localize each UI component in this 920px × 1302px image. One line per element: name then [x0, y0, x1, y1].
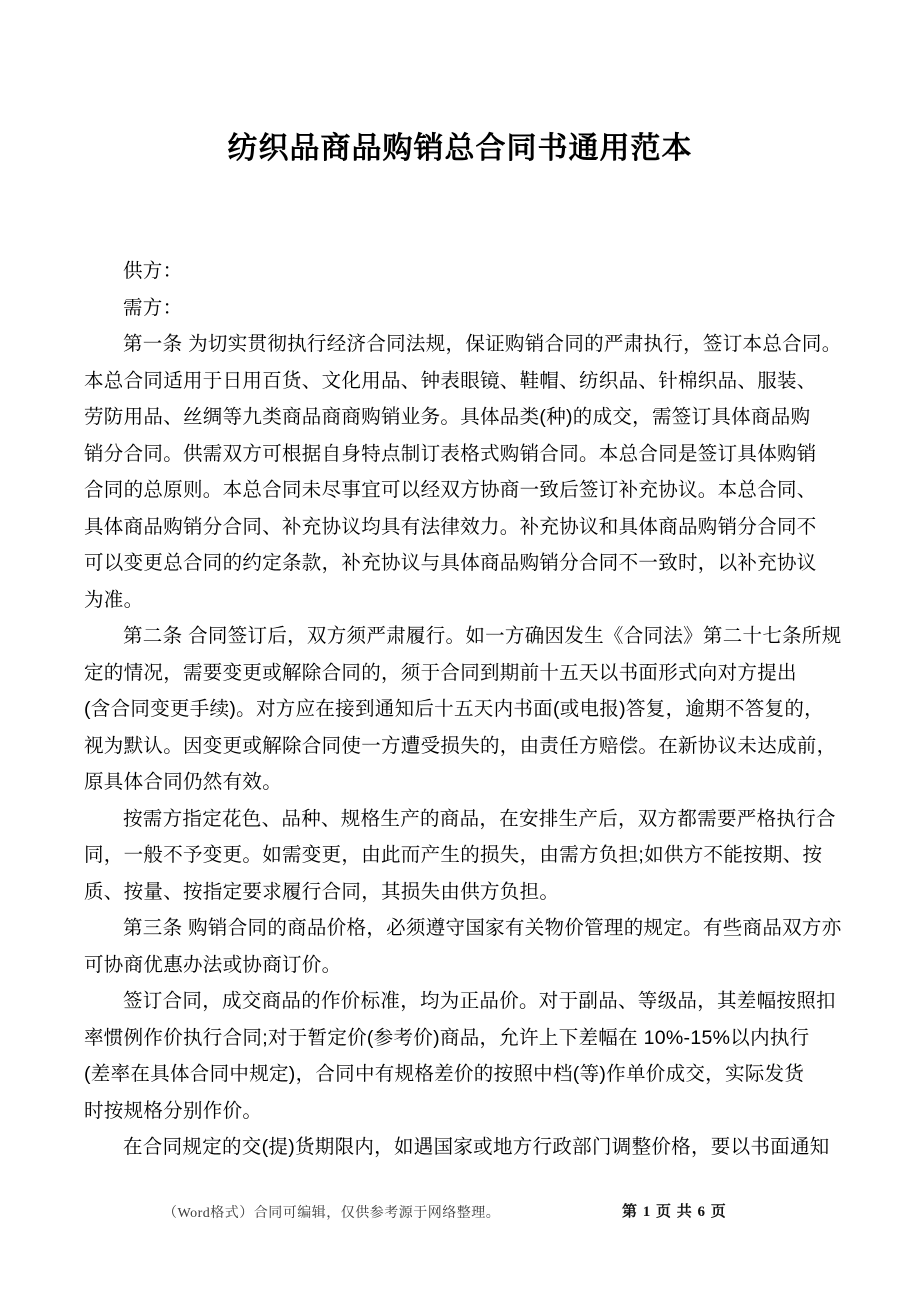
article-1-line: 具体商品购销分合同、补充协议均具有法律效力。补充协议和具体商品购销分合同不 — [84, 515, 817, 538]
footer-page-indicator: 第 1 页 共 6 页 — [622, 1204, 727, 1220]
document-title: 纺织品商品购销总合同书通用范本 — [227, 132, 693, 166]
article-2-line: 定的情况，需要变更或解除合同的，须于合同到期前十五天以书面形式向对方提出 — [84, 661, 797, 684]
article-1-line: 销分合同。供需双方可根据自身特点制订表格式购销合同。本总合同是签订具体购销 — [84, 442, 817, 465]
article-3-line: 可协商优惠办法或协商订价。 — [84, 953, 342, 976]
article-1-line: 本总合同适用于日用百货、文化用品、钟表眼镜、鞋帽、纺织品、针棉织品、服装、 — [84, 369, 817, 392]
article-2-line: (含合同变更手续)。对方应在接到通知后十五天内书面(或电报)答复，逾期不答复的， — [84, 698, 824, 720]
article-3-line: 第三条 购销合同的商品价格，必须遵守国家有关物价管理的规定。有些商品双方亦 — [123, 917, 842, 939]
party-supplier-line: 供方： — [123, 260, 183, 282]
article-1-line: 劳防用品、丝绸等九类商品商商购销业务。具体品类(种)的成交，需签订具体商品购 — [84, 406, 811, 428]
article-3-sub-line: 时按规格分别作价。 — [84, 1099, 263, 1122]
footer-note: （Word格式）合同可编辑，仅供参考源于网络整理。 — [163, 1206, 501, 1221]
article-3-sub2-line: 在合同规定的交(提)货期限内，如遇国家或地方行政部门调整价格，要以书面通知 — [123, 1136, 830, 1158]
article-2-line: 原具体合同仍然有效。 — [84, 771, 283, 793]
article-2-line: 视为默认。因变更或解除合同使一方遭受损失的，由责任方赔偿。在新协议未达成前， — [84, 734, 837, 757]
article-3-sub-line: (差率在具体合同中规定)，合同中有规格差价的按照中档(等)作单价成交，实际发货 — [84, 1063, 805, 1085]
article-1-line: 为准。 — [84, 588, 144, 611]
article-2-sub-line: 同，一般不予变更。如需变更，由此而产生的损失，由需方负担;如供方不能按期、按 — [84, 844, 823, 866]
article-3-sub-line: 签订合同，成交商品的作价标准，均为正品价。对于副品、等级品，其差幅按照扣 — [123, 990, 836, 1012]
article-2-sub-line: 按需方指定花色、品种、规格生产的商品，在安排生产后，双方都需要严格执行合 — [123, 807, 836, 830]
article-1-line: 第一条 为切实贯彻执行经济合同法规，保证购销合同的严肃执行，签订本总合同。 — [123, 333, 842, 355]
article-2-sub-line: 质、按量、按指定要求履行合同，其损失由供方负担。 — [84, 880, 560, 903]
article-3-sub-line: 率惯例作价执行合同;对于暂定价(参考价)商品，允许上下差幅在 10%-15%以内执行 — [84, 1026, 810, 1049]
party-buyer-line: 需方： — [123, 296, 183, 319]
article-1-line: 可以变更总合同的约定条款，补充协议与具体商品购销分合同不一致时，以补充协议 — [84, 552, 817, 574]
document-body — [84, 253, 842, 1166]
article-2-line: 第二条 合同签订后，双方须严肃履行。如一方确因发生《合同法》第二十七条所规 — [123, 625, 842, 647]
article-1-line: 合同的总原则。本总合同未尽事宜可以经双方协商一致后签订补充协议。本总合同、 — [84, 479, 817, 501]
